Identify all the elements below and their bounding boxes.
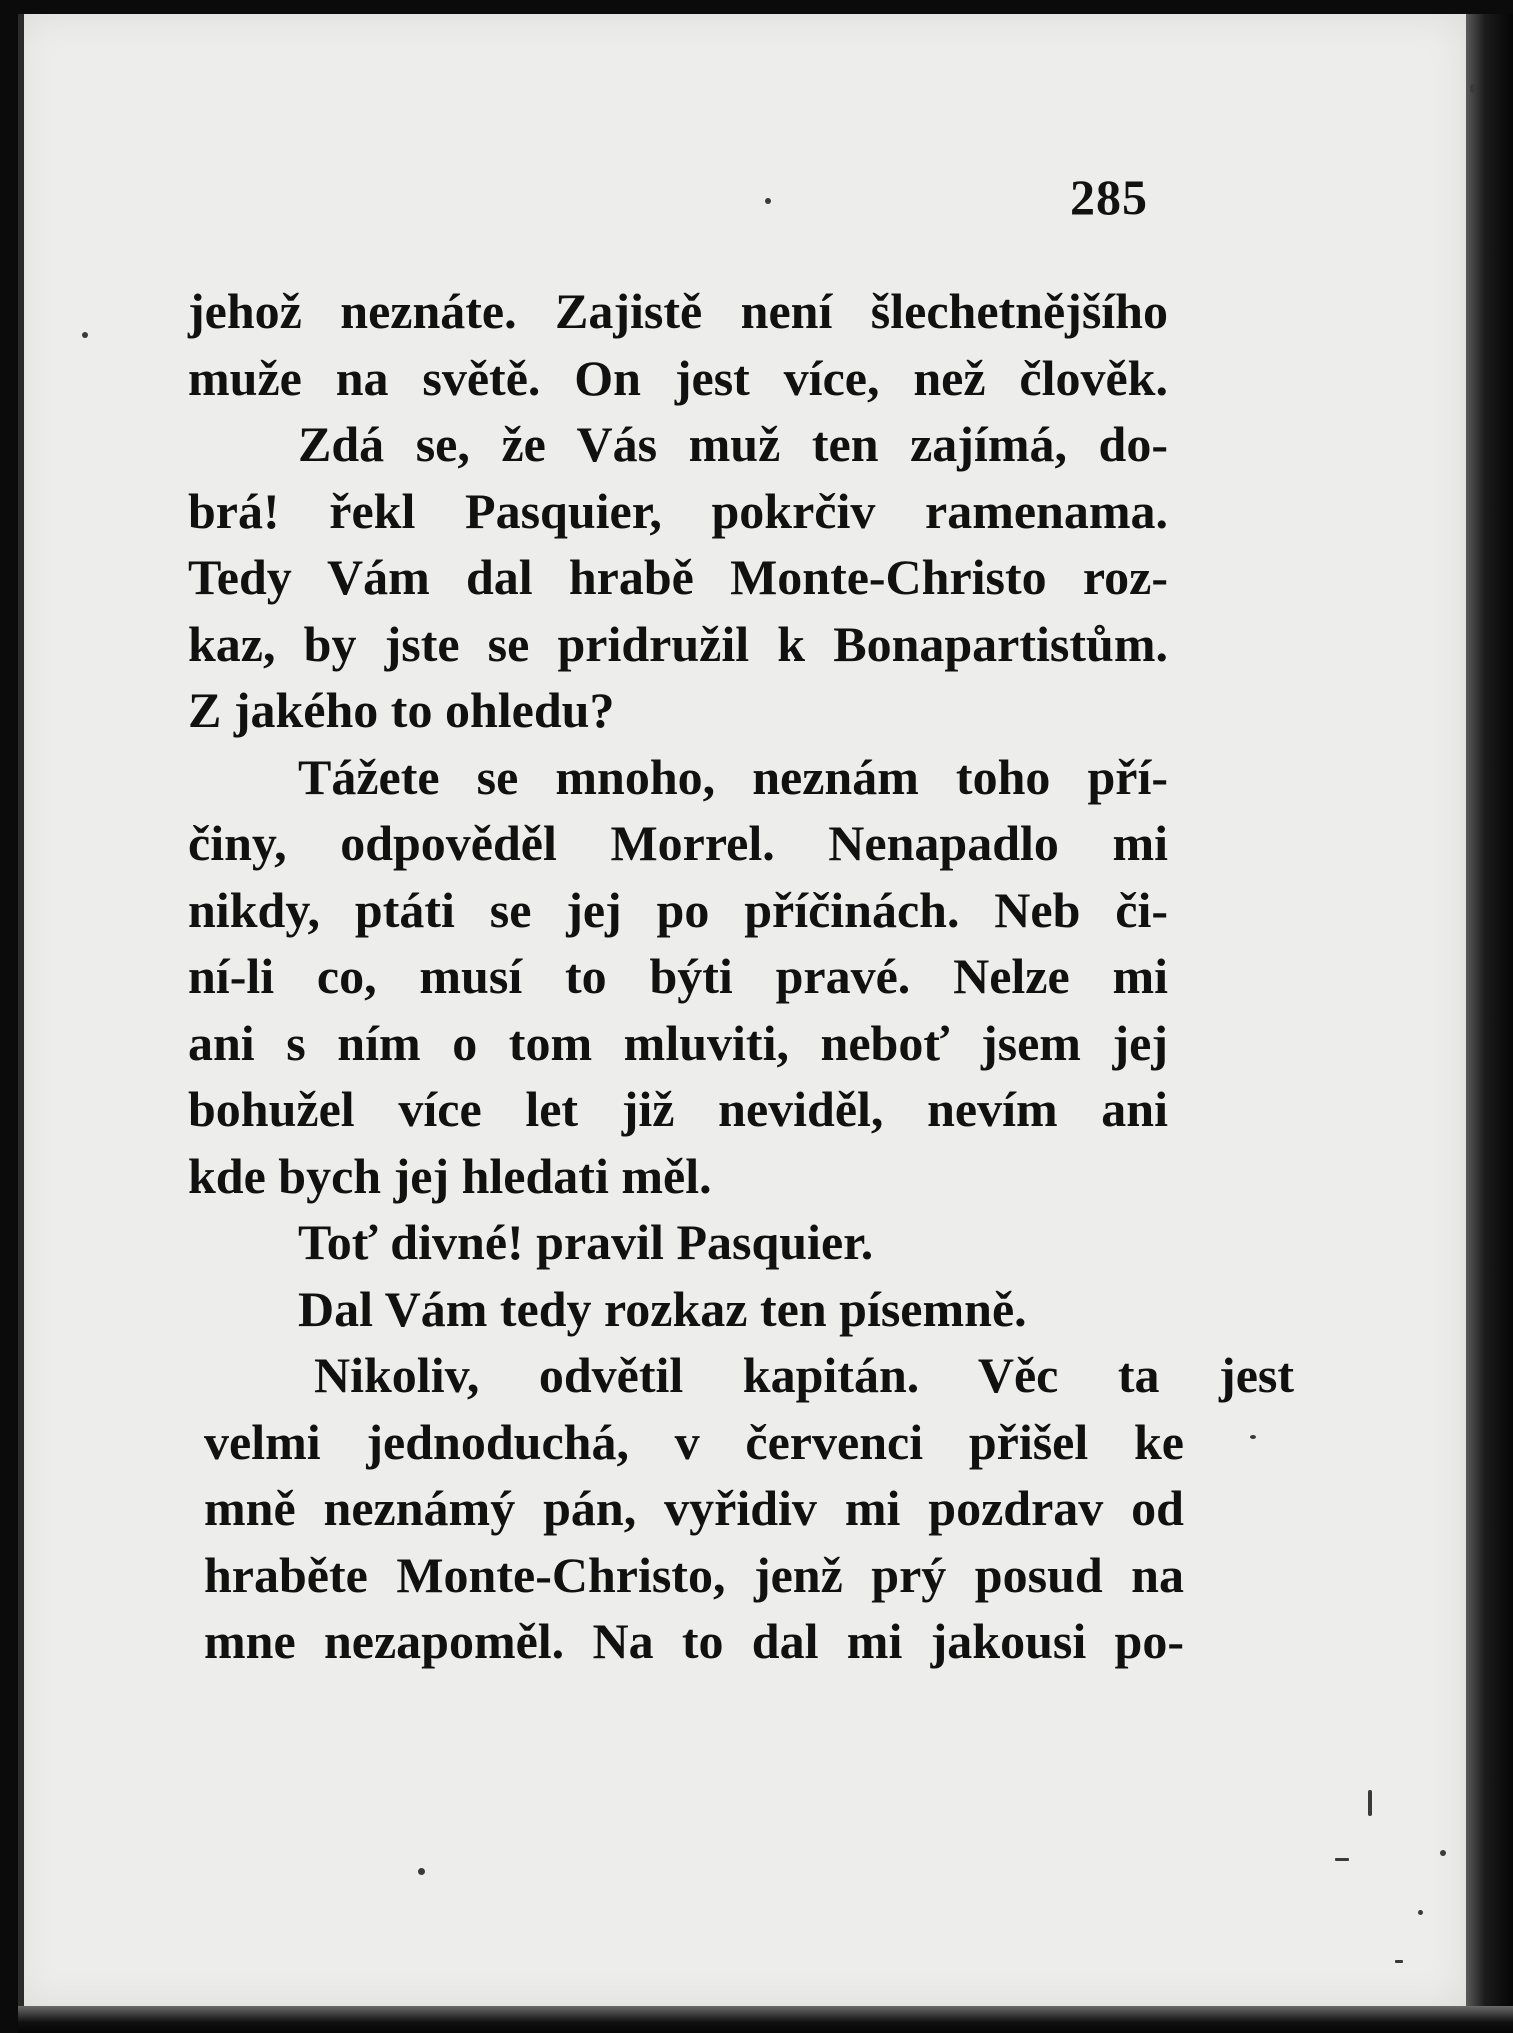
text-line: brá! řekl Pasquier, pokrčiv ramenama. bbox=[188, 482, 1168, 539]
text-line: kde bych jej hledati měl. bbox=[188, 1147, 712, 1204]
scan-speck bbox=[1440, 1850, 1446, 1856]
text-line: ani s ním o tom mluviti, neboť jsem jej bbox=[188, 1014, 1168, 1071]
text-line: Zdá se, že Vás muž ten zajímá, do- bbox=[298, 416, 1168, 472]
text-line: mně neznámý pán, vyřidiv mi pozdrav od bbox=[204, 1480, 1184, 1536]
page-number: 285 bbox=[1070, 169, 1148, 225]
text-line: kaz, by jste se pridružil k Bonapartistům. bbox=[188, 615, 1168, 672]
text-line: Tážete se mnoho, neznám toho pří- bbox=[298, 748, 1168, 805]
page-bottom-edge-shadow bbox=[18, 2006, 1513, 2033]
scan-speck bbox=[765, 198, 771, 204]
text-line: velmi jednoduchá, v červenci přišel ke bbox=[204, 1413, 1184, 1470]
text-line: činy, odpověděl Morrel. Nenapadlo mi bbox=[188, 815, 1168, 871]
text-line: Dal Vám tedy rozkaz ten písemně. bbox=[298, 1280, 1027, 1337]
scan-speck bbox=[1335, 1858, 1349, 1861]
text-line: Toť divné! pravil Pasquier. bbox=[298, 1214, 874, 1270]
text-line: nikdy, ptáti se jej po příčinách. Neb či- bbox=[188, 881, 1168, 938]
scan-speck bbox=[1368, 1790, 1372, 1816]
text-line: jehož neznáte. Zajistě není šlechetnějšího bbox=[188, 283, 1168, 339]
scan-speck bbox=[1470, 84, 1475, 93]
scan-speck bbox=[418, 1868, 425, 1875]
page-left-edge bbox=[18, 14, 24, 2006]
page-right-edge-shadow bbox=[1466, 14, 1513, 2033]
scan-speck bbox=[1250, 1435, 1256, 1439]
text-line: hraběte Monte-Christo, jenž prý posud na bbox=[204, 1546, 1184, 1603]
text-line: ní-li co, musí to býti pravé. Nelze mi bbox=[188, 948, 1168, 1004]
body-text bbox=[188, 278, 1294, 1675]
text-line: muže na světě. On jest více, než člověk. bbox=[188, 349, 1168, 406]
scan-speck bbox=[1395, 1960, 1403, 1963]
text-line: Tedy Vám dal hrabě Monte-Christo roz- bbox=[188, 549, 1168, 605]
text-line: bohužel více let již neviděl, nevím ani bbox=[188, 1081, 1168, 1137]
text-line: Z jakého to ohledu? bbox=[188, 682, 615, 738]
text-line: mne nezapoměl. Na to dal mi jakousi po- bbox=[204, 1613, 1184, 1669]
text-line: Nikoliv, odvětil kapitán. Věc ta jest bbox=[314, 1347, 1294, 1403]
scan-speck bbox=[82, 332, 88, 338]
scan-speck bbox=[1418, 1910, 1423, 1915]
